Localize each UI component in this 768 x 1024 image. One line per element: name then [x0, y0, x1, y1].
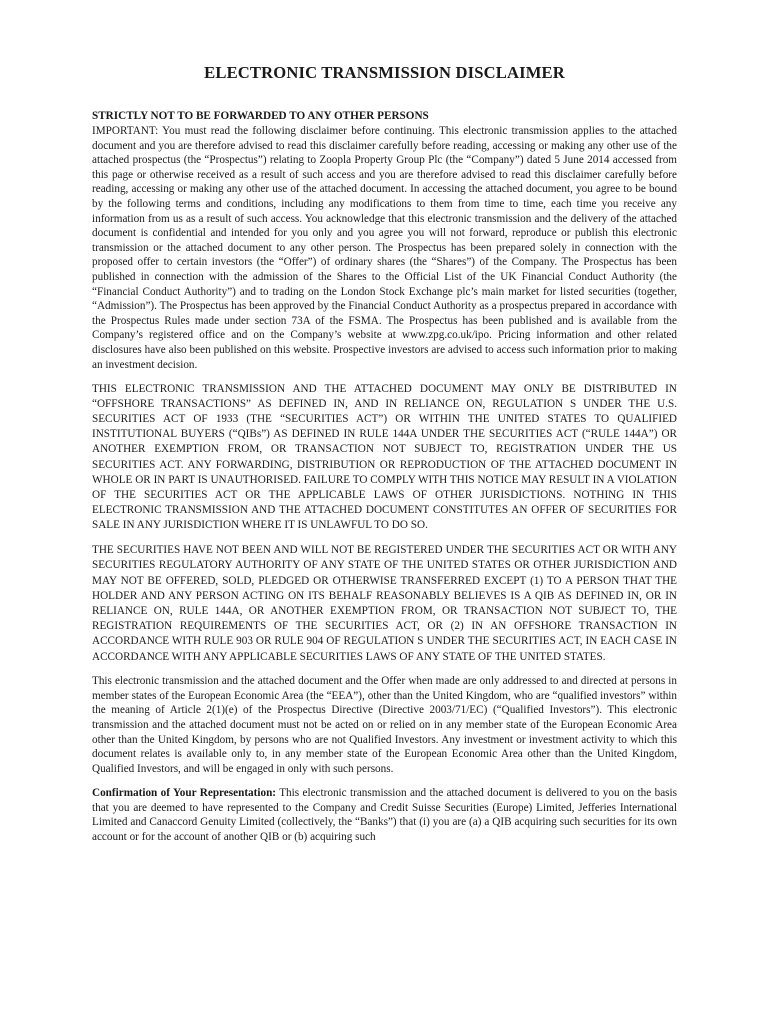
eea-qualified-investors-paragraph: This electronic transmission and the attached document and the Offer when made are only addressed to and directed at persons in member states of the European Economic Area (the “EEA”), other than the United Kingdom, who are “qualified investors” within the meaning of Article 2(1)(e) of the Prospectus Directive (Directive 2003/71/EC) (“Qualified Investors”). This electronic transmission and the attached document must not be acted on or relied on in any member state of the European Economic Area other than the United Kingdom, by persons who are not Qualified Investors. Any investment or investment activity to which this document relates is available only to, in any member state of the European Economic Area other than the United Kingdom, Qualified Investors, and will be engaged in only with such persons.: [92, 675, 677, 775]
important-notice-paragraph: IMPORTANT: You must read the following disclaimer before continuing. This electronic transmission applies to the attached document and you are therefore advised to read this disclaimer carefully before reading, accessing or making any other use of the attached prospectus (the “Prospectus”) relating to Zoopla Property Group Plc (the “Company”) dated 5 June 2014 accessed from this page or otherwise received as a result of such access and you are therefore advised to read this disclaimer carefully before reading, accessing or making any other use of the attached document. In accessing the attached document, you agree to be bound by the following terms and conditions, including any modifications to them from time to time, each time you receive any information from us as a result of such access. You acknowledge that this electronic transmission and the delivery of the attached document is confidential and intended for you only and you agree you will not forward, reproduce or publish this electronic transmission or the attached document to any other person. The Prospectus has been prepared solely in connection with the proposed offer to certain investors (the “Offer”) of ordinary shares (the “Shares”) of the Company. The Prospectus has been published in connection with the admission of the Shares to the Official List of the UK Financial Conduct Authority (the “Financial Conduct Authority”) and to trading on the London Stock Exchange plc’s main market for listed securities (together, “Admission”). The Prospectus has been approved by the Financial Conduct Authority as a prospectus prepared in accordance with the Prospectus Rules made under section 73A of the FSMA. The Prospectus has been published and is available from the Company’s registered office and on the Company’s website at www.zpg.co.uk/ipo. Pricing information and other related disclosures have also been published on this website. Prospective investors are advised to access such information prior to making an investment decision.: [92, 125, 677, 371]
securities-registration-paragraph: THE SECURITIES HAVE NOT BEEN AND WILL NOT BE REGISTERED UNDER THE SECURITIES ACT OR WITH ANY SECURITIES REGULATORY AUTHORITY OF ANY STATE OF THE UNITED STATES OR OTHER JURISDICTION AND MAY NOT BE OFFERED, SOLD, PLEDGED OR OTHERWISE TRANSFERRED EXCEPT (1) TO A PERSON THAT THE HOLDER AND ANY PERSON ACTING ON ITS BEHALF REASONABLY BELIEVES IS A QIB AS DEFINED IN, OR IN RELIANCE ON, RULE 144A, OR ANOTHER EXEMPTION FROM, OR TRANSACTION NOT SUBJECT TO, THE REGISTRATION REQUIREMENTS OF THE SECURITIES ACT, OR (2) IN AN OFFSHORE TRANSACTION IN ACCORDANCE WITH RULE 903 OR RULE 904 OF REGULATION S UNDER THE SECURITIES ACT, IN EACH CASE IN ACCORDANCE WITH ANY APPLICABLE SECURITIES LAWS OF ANY STATE OF THE UNITED STATES.: [92, 544, 677, 663]
forwarding-restriction-heading: STRICTLY NOT TO BE FORWARDED TO ANY OTHER PERSONS: [92, 110, 429, 122]
document-title: ELECTRONIC TRANSMISSION DISCLAIMER: [204, 63, 565, 82]
disclaimer-page: [92, 62, 677, 854]
confirmation-text: This electronic transmission and the attached document is delivered to you on the basis that you are deemed to have represented to the Company and Credit Suisse Securities (Europe) Limited, Jefferies International Limited and Canaccord Genuity Limited (collectively, the “Banks”) that (i) you are (a) a QIB acquiring such securities for its own account or for the account of another QIB or (b) acquiring such: [92, 786, 677, 843]
confirmation-paragraph: [92, 786, 677, 844]
confirmation-lead: Confirmation of Your Representation:: [92, 786, 277, 799]
offshore-transactions-paragraph: THIS ELECTRONIC TRANSMISSION AND THE ATTACHED DOCUMENT MAY ONLY BE DISTRIBUTED IN “OFFSHORE TRANSACTIONS” AS DEFINED IN, AND IN RELIANCE ON, REGULATION S UNDER THE U.S. SECURITIES ACT OF 1933 (THE “SECURITIES ACT”) OR WITHIN THE UNITED STATES TO QUALIFIED INSTITUTIONAL BUYERS (“QIBs”) AS DEFINED IN RULE 144A UNDER THE SECURITIES ACT (“RULE 144A”) OR ANOTHER EXEMPTION FROM, OR TRANSACTION NOT SUBJECT TO, REGISTRATION UNDER THE US SECURITIES ACT. ANY FORWARDING, DISTRIBUTION OR REPRODUCTION OF THE ATTACHED DOCUMENT IN WHOLE OR IN PART IS UNAUTHORISED. FAILURE TO COMPLY WITH THIS NOTICE MAY RESULT IN A VIOLATION OF THE SECURITIES ACT OR THE APPLICABLE LAWS OF OTHER JURISDICTIONS. NOTHING IN THIS ELECTRONIC TRANSMISSION AND THE ATTACHED DOCUMENT CONSTITUTES AN OFFER OF SECURITIES FOR SALE IN ANY JURISDICTION WHERE IT IS UNLAWFUL TO DO SO.: [92, 382, 677, 532]
